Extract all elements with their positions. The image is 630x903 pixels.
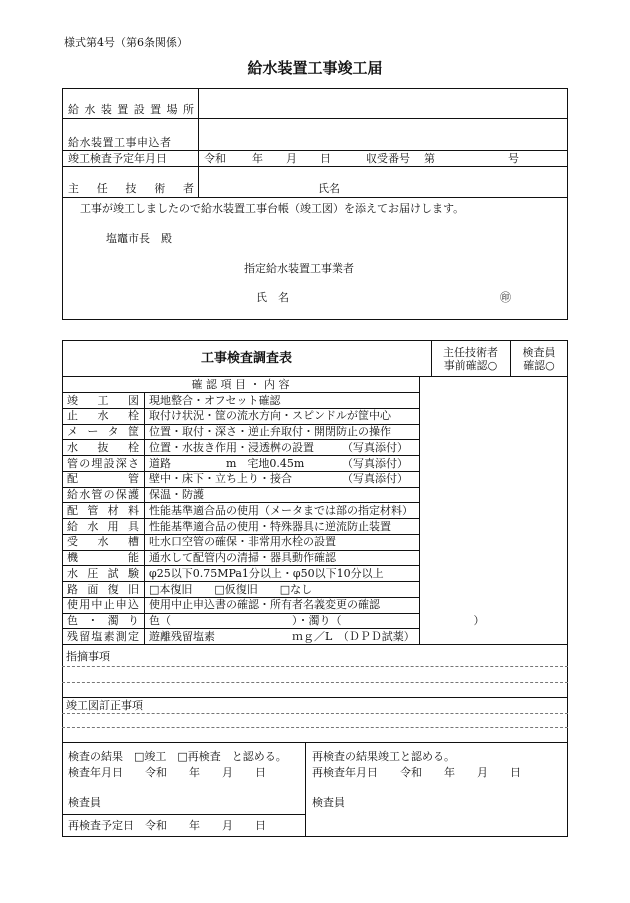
item-label: 給 水 用 具	[67, 519, 139, 533]
item-content: 保温・防護	[149, 488, 204, 501]
receipt-label: 収受番号	[366, 152, 410, 165]
item-label: 色 ・ 濁 り	[67, 614, 139, 627]
result-right-line2: 再検査年月日 令和 年 月 日	[312, 766, 521, 779]
col-inspector-check: 検査員 確認○	[522, 346, 556, 372]
item-label: メ ー タ 筐	[67, 425, 139, 438]
date-month: 月	[286, 152, 297, 165]
item-note: （写真添付）	[342, 456, 408, 470]
item-content: 道路 m 宅地0.45m	[149, 456, 305, 470]
item-content: 現地整合・オフセット確認	[149, 393, 281, 407]
chief-name-label: 氏名	[318, 182, 340, 195]
item-note: （写真添付）	[342, 472, 408, 486]
contractor-label: 指定給水装置工事業者	[244, 262, 354, 275]
item-content: φ25以下0.75MPa1分以上・φ50以下10分以上	[149, 566, 384, 580]
items-subheader: 確 認 項 目 ・ 内 容	[191, 378, 290, 391]
item-content: 位置・取付・深さ・逆止弁取付・開閉防止の操作	[149, 425, 391, 438]
inspector-left: 検査員	[68, 796, 101, 809]
date-year: 年	[252, 152, 263, 165]
item-content: 位置・水抜き作用・浸透桝の設置	[149, 440, 314, 454]
inspector-right: 検査員	[312, 796, 345, 809]
item-content: □本復旧 □仮復旧 □なし	[149, 582, 313, 596]
item-label: 止 水 栓	[67, 409, 139, 423]
item-content: 壁中・床下・立ち上り・接合	[149, 472, 292, 486]
item-label: 管 の 埋 設 深 さ	[67, 456, 139, 470]
seal-icon: ㊞	[500, 291, 511, 304]
inspection-title: 工事検査調査表	[200, 351, 292, 366]
item-content: 通水して配管内の清掃・器具動作確認	[149, 551, 336, 564]
item-label: 水 抜 栓	[67, 440, 139, 454]
item-content: 取付け状況・筐の流水方向・スピンドルが筐中心	[149, 409, 391, 423]
result-left-line1: 検査の結果 □竣工 □再検査 と認める。	[68, 750, 287, 763]
item-label: 給 水 管 の 保 護	[67, 488, 139, 501]
col-chief-check: 主任技術者 事前確認○	[443, 346, 498, 372]
label-applicant: 給水装置工事申込者	[68, 136, 172, 149]
result-right-line1: 再検査の結果竣工と認める。	[312, 750, 455, 763]
item-label: 配 管 材 料	[67, 503, 139, 517]
item-label: 機 能	[67, 551, 139, 564]
item-label: 配 管	[67, 472, 139, 486]
label-chief-engineer: 主 任 技 術 者	[68, 182, 194, 195]
item-content: 色（ ）・濁り（ ）	[149, 614, 485, 627]
remarks-label: 指摘事項	[66, 650, 110, 663]
receipt-prefix: 第	[424, 152, 435, 165]
date-era: 令和	[204, 152, 226, 165]
page-title: 給水装置工事竣工届	[247, 59, 383, 77]
corrections-label: 竣工図訂正事項	[66, 699, 143, 712]
item-label: 竣 工 図	[67, 393, 139, 407]
item-content: 使用中止申込書の確認・所有者名義変更の確認	[149, 598, 380, 612]
label-inspection-date: 竣工検査予定年月日	[68, 152, 167, 165]
item-label: 使 用 中 止 申 込	[67, 598, 139, 612]
item-content: 性能基準適合品の使用・特殊器具に逆流防止装置	[149, 519, 391, 533]
contractor-name-label: 氏 名	[256, 291, 289, 304]
notice-statement: 工事が竣工しましたので給水装置工事台帳（竣工図）を添えてお届けします。	[80, 202, 465, 215]
date-day: 日	[320, 152, 331, 165]
addressee: 塩竈市長 殿	[106, 232, 172, 245]
result-left-line2: 検査年月日 令和 年 月 日	[68, 766, 266, 779]
item-label: 水 圧 試 験	[67, 566, 139, 580]
label-install-location: 給 水 装 置 設 置 場 所	[68, 103, 194, 116]
reinspect-date: 再検査予定日 令和 年 月 日	[68, 819, 266, 832]
form-number: 様式第4号（第6条関係）	[64, 36, 188, 49]
item-label: 路 面 復 旧	[67, 582, 139, 596]
item-label: 残 留 塩 素 測 定	[67, 629, 139, 643]
item-content: 遊離残留塩素 ｍｇ／L （ＤＰＤ試薬）	[149, 629, 415, 643]
item-content: 吐水口空管の確保・非常用水栓の設置	[149, 535, 336, 549]
item-note: （写真添付）	[342, 440, 408, 454]
receipt-suffix: 号	[508, 152, 519, 165]
item-label: 受 水 槽	[67, 535, 139, 549]
item-content: 性能基準適合品の使用（メータまでは部の指定材料）	[149, 503, 413, 517]
